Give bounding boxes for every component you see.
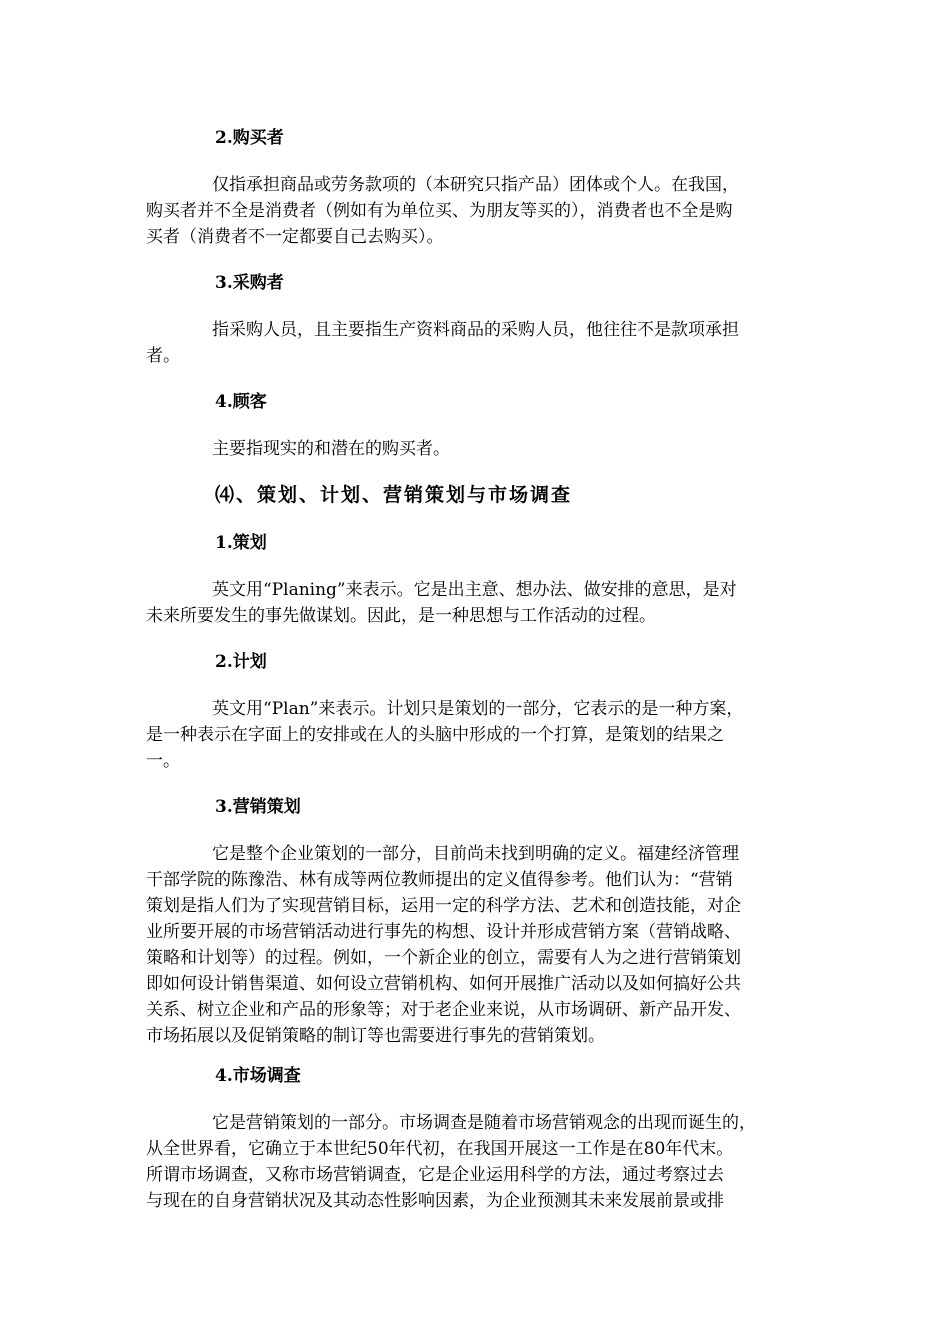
paragraph-line: 策划是指人们为了实现营销目标，运用一定的科学方法、艺术和创造技能，对企: [146, 896, 741, 916]
heading-plan: 2.计划: [215, 652, 267, 672]
section-heading: ⑷、策划、计划、营销策划与市场调查: [215, 484, 573, 506]
paragraph-line: 英文用“Plan”来表示。计划只是策划的一部分，它表示的是一种方案，: [212, 699, 744, 719]
paragraph-line: 未来所要发生的事先做谋划。因此，是一种思想与工作活动的过程。: [146, 606, 656, 626]
paragraph-line: 从全世界看，它确立于本世纪50年代初，在我国开展这一工作是在80年代末。: [146, 1139, 734, 1159]
paragraph-line: 一。: [146, 751, 180, 771]
paragraph-line: 它是营销策划的一部分。市场调查是随着市场营销观念的出现而诞生的，: [212, 1113, 756, 1133]
paragraph-line: 市场拓展以及促销策略的制订等也需要进行事先的营销策划。: [146, 1026, 605, 1046]
paragraph-line: 策略和计划等）的过程。例如，一个新企业的创立，需要有人为之进行营销策划: [146, 948, 741, 968]
paragraph-line: 与现在的自身营销状况及其动态性影响因素，为企业预测其未来发展前景或排: [146, 1191, 724, 1211]
heading-customer: 4.顾客: [215, 392, 267, 412]
paragraph-line: 它是整个企业策划的一部分，目前尚未找到明确的定义。福建经济管理: [212, 844, 739, 864]
paragraph-line: 即如何设计销售渠道、如何设立营销机构、如何开展推广活动以及如何搞好公共: [146, 974, 741, 994]
heading-purchaser: 3.采购者: [215, 273, 284, 293]
paragraph-line: 业所要开展的市场营销活动进行事先的构想、设计并形成营销方案（营销战略、: [146, 922, 741, 942]
paragraph-line: 干部学院的陈豫浩、林有成等两位教师提出的定义值得参考。他们认为：“营销: [146, 870, 733, 890]
paragraph-line: 所谓市场调查，又称市场营销调查，它是企业运用科学的方法，通过考察过去: [146, 1165, 724, 1185]
paragraph-line: 主要指现实的和潜在的购买者。: [212, 439, 450, 459]
heading-planning: 1.策划: [215, 533, 267, 553]
paragraph-line: 购买者并不全是消费者（例如有为单位买、为朋友等买的），消费者也不全是购: [146, 201, 733, 221]
paragraph-line: 关系、树立企业和产品的形象等；对于老企业来说，从市场调研、新产品开发、: [146, 1000, 741, 1020]
paragraph-line: 仅指承担商品或劳务款项的（本研究只指产品）团体或个人。在我国，: [212, 175, 739, 195]
paragraph-line: 者。: [146, 346, 180, 366]
paragraph-line: 是一种表示在字面上的安排或在人的头脑中形成的一个打算，是策划的结果之: [146, 725, 724, 745]
heading-buyer: 2.购买者: [215, 128, 284, 148]
paragraph-line: 英文用“Planing”来表示。它是出主意、想办法、做安排的意思，是对: [212, 580, 737, 600]
heading-marketing-planning: 3.营销策划: [215, 797, 301, 817]
paragraph-line: 指采购人员，且主要指生产资料商品的采购人员，他往往不是款项承担: [212, 320, 739, 340]
heading-market-research: 4.市场调查: [215, 1066, 301, 1086]
paragraph-line: 买者（消费者不一定都要自己去购买）。: [146, 227, 444, 247]
